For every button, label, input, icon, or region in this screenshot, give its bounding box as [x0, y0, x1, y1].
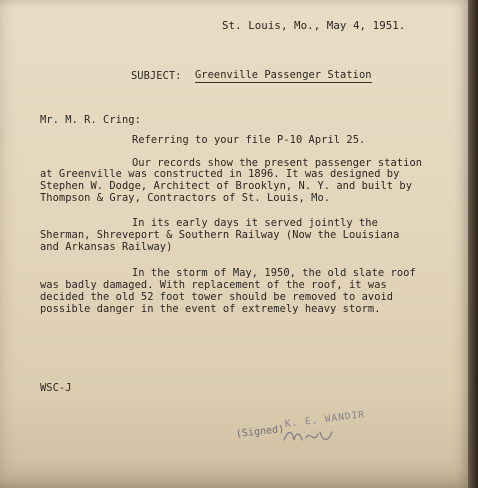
- paragraph-1-line-3: Stephen W. Dodge, Architect of Brooklyn, N. Y. and built by: [40, 180, 413, 192]
- signed-stamp-label: (Signed): [235, 423, 285, 440]
- dateline: St. Louis, Mo., May 4, 1951.: [222, 19, 406, 32]
- signed-stamp-name: K. E. WANDIR: [284, 409, 366, 430]
- paragraph-2-line-3: and Arkansas Railway): [40, 241, 173, 253]
- paragraph-3-line-2: was badly damaged. With replacement of the roof, it was: [40, 279, 387, 291]
- page-edge-shadow: [468, 0, 478, 488]
- subject-label: SUBJECT:: [131, 70, 182, 82]
- paragraph-1-line-1: Our records show the present passenger station: [132, 157, 423, 169]
- paragraph-2-line-1: In its early days it served jointly the: [132, 217, 378, 229]
- paragraph-3-line-3: decided the old 52 foot tower should be removed to avoid: [40, 291, 394, 303]
- paragraph-1-line-4: Thompson & Gray, Contractors of St. Louis, Mo.: [40, 192, 331, 204]
- reference-line: Referring to your file P-10 April 25.: [132, 134, 366, 146]
- paragraph-1-line-2: at Greenville was constructed in 1896. It was designed by: [40, 168, 400, 180]
- subject-value: Greenville Passenger Station: [195, 69, 372, 81]
- paragraph-2-line-2: Sherman, Shreveport & Southern Railway (Now the Louisiana: [40, 229, 400, 241]
- handwritten-initials-mark: [276, 420, 346, 450]
- paragraph-3-line-4: possible danger in the event of extremely heavy storm.: [40, 303, 381, 315]
- addressee: Mr. M. R. Cring:: [40, 114, 141, 126]
- paragraph-3-line-1: In the storm of May, 1950, the old slate roof: [132, 267, 416, 279]
- typist-initials: WSC-J: [40, 382, 72, 394]
